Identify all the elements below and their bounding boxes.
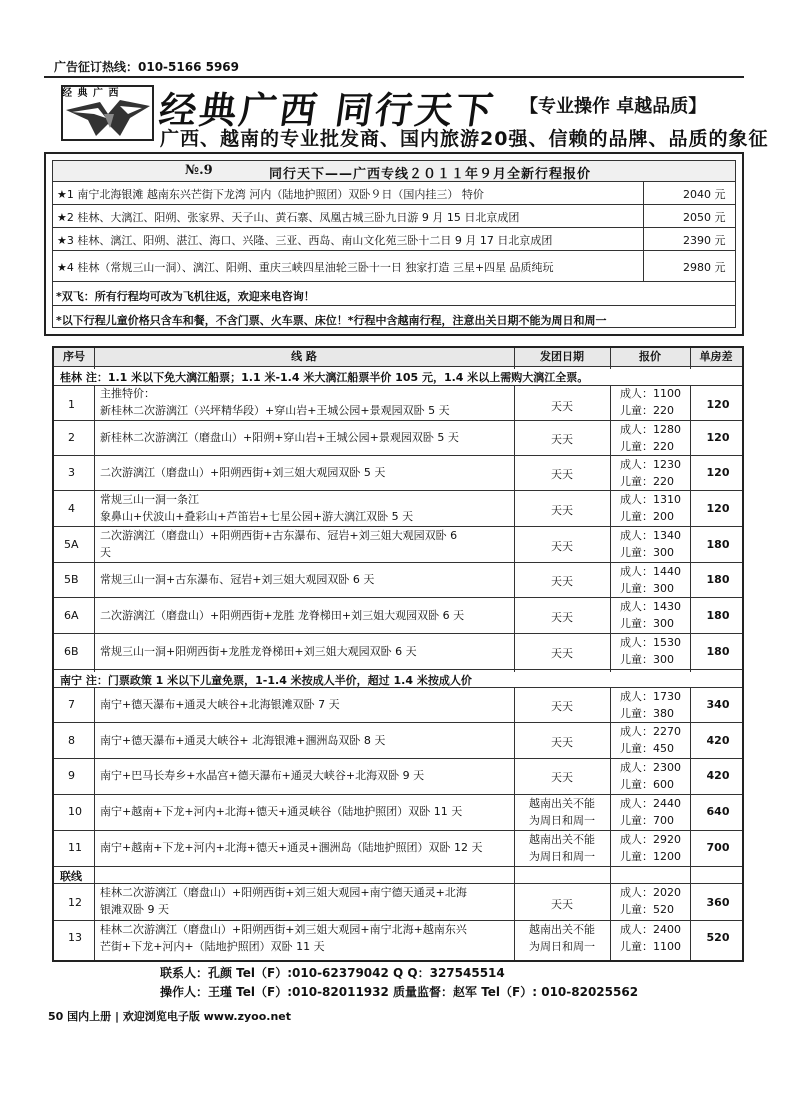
highlight-divider <box>643 228 644 250</box>
child-price: 儿童：300 <box>620 617 674 630</box>
section-header-combo: 联线 <box>60 870 82 883</box>
row-number: 13 <box>68 931 82 944</box>
contact-line: 联系人：孔颜 Tel（F）:010-62379042 Q Q：327545514 <box>160 966 505 980</box>
adult-price: 成人：2440 <box>620 797 681 810</box>
departure-date: 天天 <box>551 504 573 517</box>
route-line-1: 桂林二次游漓江（磨盘山）+阳朔西街+刘三姐大观园+南宁北海+越南东兴 <box>100 923 467 936</box>
row-number: 4 <box>68 502 75 515</box>
operator-line: 操作人：王瑾 Tel（F）:010-82011932 质量监督：赵军 Tel（F）: 010-82025562 <box>160 985 639 999</box>
child-price: 儿童：220 <box>620 404 674 417</box>
highlight-divider <box>643 205 644 227</box>
departure-date: 天天 <box>551 575 573 588</box>
row-number: 2 <box>68 431 75 444</box>
ad-hotline: 广告征订热线：010-5166 5969 <box>54 60 240 74</box>
column-header-single-supplement: 单房差 <box>690 348 742 367</box>
highlight-route: ★2 桂林、大漓江、阳朔、张家界、天子山、黄石寨、凤凰古城三卧九日游 9 月 15 日北京成团 <box>57 211 520 224</box>
child-price: 儿童：200 <box>620 510 674 523</box>
row-number: 7 <box>68 698 75 711</box>
grid-line <box>514 348 515 960</box>
grid-line <box>94 348 95 960</box>
highlight-divider <box>643 182 644 204</box>
route-line-1: 南宁+巴马长寿乡+水晶宫+德天瀑布+通灵大峡谷+北海双卧 9 天 <box>100 769 425 782</box>
brand-slogan: 广西、越南的专业批发商、国内旅游20强、信赖的品牌、品质的象征 <box>160 128 769 150</box>
highlight-row <box>53 205 735 228</box>
child-price: 儿童：1100 <box>620 940 681 953</box>
highlight-row <box>53 228 735 251</box>
section-header-nanning: 南宁 注：门票政策 1 米以下儿童免票，1-1.4 米按成人半价，超过 1.4 米按成人价 <box>60 672 740 688</box>
highlight-price: 2980 元 <box>683 261 726 274</box>
departure-date: 天天 <box>551 540 573 553</box>
departure-date: 天天 <box>551 647 573 660</box>
row-number: 6A <box>64 609 79 622</box>
adult-price: 成人：1230 <box>620 458 681 471</box>
single-supplement: 180 <box>706 538 730 551</box>
adult-price: 成人：1530 <box>620 636 681 649</box>
highlight-price: 2390 元 <box>683 234 726 247</box>
single-supplement: 420 <box>706 769 730 782</box>
adult-price: 成人：1730 <box>620 690 681 703</box>
highlight-note: *以下行程儿童价格只含车和餐，不含门票、火车票、床位！*行程中含越南行程，注意出关日期不能为周日和周一 <box>56 314 607 327</box>
child-price: 儿童：700 <box>620 814 674 827</box>
departure-date: 天天 <box>551 468 573 481</box>
child-price: 儿童：220 <box>620 440 674 453</box>
departure-date-note: 为周日和周一 <box>529 814 595 827</box>
child-price: 儿童：520 <box>620 903 674 916</box>
highlight-row <box>53 182 735 205</box>
highlight-route: ★1 南宁北海银滩 越南东兴芒街下龙湾 河内（陆地护照团）双卧９日（国内挂三） 特价 <box>57 188 484 201</box>
route-line-1: 常规三山一洞+阳朔西街+龙胜龙脊梯田+刘三姐大观园双卧 6 天 <box>100 645 417 658</box>
adult-price: 成人：2270 <box>620 725 681 738</box>
route-line-2: 天 <box>100 546 111 559</box>
row-number: 12 <box>68 896 82 909</box>
adult-price: 成人：1280 <box>620 423 681 436</box>
single-supplement: 180 <box>706 573 730 586</box>
route-line-2: 银滩双卧 9 天 <box>100 903 169 916</box>
departure-date-note: 为周日和周一 <box>529 940 595 953</box>
departure-date: 越南出关不能 <box>529 833 595 846</box>
child-price: 儿童：300 <box>620 582 674 595</box>
departure-date: 天天 <box>551 433 573 446</box>
departure-date: 天天 <box>551 898 573 911</box>
row-divider <box>54 866 742 867</box>
row-divider <box>54 669 742 670</box>
route-line-1: 常规三山一洞一条江 <box>100 493 199 506</box>
route-line-1: 南宁+德天瀑布+通灵大峡谷+北海银滩双卧 7 天 <box>100 698 340 711</box>
column-header-route: 线 路 <box>94 348 514 367</box>
row-number: 6B <box>64 645 79 658</box>
single-supplement: 180 <box>706 609 730 622</box>
issue-number: №.9 <box>185 163 213 178</box>
note-divider <box>53 305 735 306</box>
brand-title: 经典广西 同行天下 <box>156 88 499 132</box>
highlight-divider <box>643 251 644 281</box>
route-line-1: 桂林二次游漓江（磨盘山）+阳朔西街+刘三姐大观园+南宁德天通灵+北海 <box>100 886 467 899</box>
single-supplement: 120 <box>706 502 730 515</box>
adult-price: 成人：2020 <box>620 886 681 899</box>
route-line-1: 新桂林二次游漓江（磨盘山）+阳朔+穿山岩+王城公园+景观园双卧 5 天 <box>100 431 459 444</box>
route-line-1: 主推特价： <box>100 387 155 400</box>
row-number: 5A <box>64 538 79 551</box>
highlight-price: 2050 元 <box>683 211 726 224</box>
highlight-title: 同行天下——广西专线２０１１年９月全新行程报价 <box>269 167 592 182</box>
departure-date: 越南出关不能 <box>529 923 595 936</box>
row-divider <box>54 366 742 367</box>
route-line-1: 常规三山一洞+古东瀑布、冠岩+刘三姐大观园双卧 6 天 <box>100 573 375 586</box>
highlight-route: ★4 桂林（常规三山一洞）、漓江、阳朔、重庆三峡四星油轮三卧十一日 独家打造 三星+四星 品质纯玩 <box>57 261 554 274</box>
single-supplement: 700 <box>706 841 730 854</box>
adult-price: 成人：1430 <box>620 600 681 613</box>
highlight-note: *双飞：所有行程均可改为飞机往返，欢迎来电咨询！ <box>56 290 315 303</box>
route-line-2: 新桂林二次游漓江（兴坪精华段）+穿山岩+王城公园+景观园双卧 5 天 <box>100 404 450 417</box>
departure-date: 天天 <box>551 736 573 749</box>
row-number: 10 <box>68 805 82 818</box>
route-line-1: 二次游漓江（磨盘山）+阳朔西街+刘三姐大观园双卧 5 天 <box>100 466 386 479</box>
route-line-2: 芒街+下龙+河内+（陆地护照团）双卧 11 天 <box>100 940 325 953</box>
adult-price: 成人：2400 <box>620 923 681 936</box>
route-line-1: 南宁+德天瀑布+通灵大峡谷+ 北海银滩+涠洲岛双卧 8 天 <box>100 734 386 747</box>
adult-price: 成人：2920 <box>620 833 681 846</box>
route-line-1: 南宁+越南+下龙+河内+北海+德天+通灵+涠洲岛（陆地护照团）双卧 12 天 <box>100 841 483 854</box>
single-supplement: 180 <box>706 645 730 658</box>
single-supplement: 120 <box>706 398 730 411</box>
route-line-1: 二次游漓江（磨盘山）+阳朔西街+古东瀑布、冠岩+刘三姐大观园双卧 6 <box>100 529 458 542</box>
page-footer: 50 国内上册 | 欢迎浏览电子版 www.zyoo.net <box>48 1010 292 1023</box>
adult-price: 成人：1310 <box>620 493 681 506</box>
adult-price: 成人：1100 <box>620 387 681 400</box>
row-number: 8 <box>68 734 75 747</box>
row-number: 9 <box>68 769 75 782</box>
logo-caption: 经 典 广 西 <box>62 88 120 99</box>
departure-date: 越南出关不能 <box>529 797 595 810</box>
section-header-guilin: 桂林 注：1.1 米以下免大漓江船票；1.1 米-1.4 米大漓江船票半价 105 元，1.4 米以上需购大漓江全票。 <box>60 369 740 385</box>
child-price: 儿童：380 <box>620 707 674 720</box>
single-supplement: 520 <box>706 931 730 944</box>
child-price: 儿童：600 <box>620 778 674 791</box>
child-price: 儿童：1200 <box>620 850 681 863</box>
row-number: 3 <box>68 466 75 479</box>
child-price: 儿童：450 <box>620 742 674 755</box>
grid-line <box>610 348 611 960</box>
departure-date-note: 为周日和周一 <box>529 850 595 863</box>
departure-date: 天天 <box>551 400 573 413</box>
child-price: 儿童：300 <box>620 546 674 559</box>
row-number: 1 <box>68 398 75 411</box>
highlight-row <box>53 251 735 282</box>
departure-date: 天天 <box>551 611 573 624</box>
adult-price: 成人：2300 <box>620 761 681 774</box>
row-number: 11 <box>68 841 82 854</box>
route-line-1: 南宁+越南+下龙+河内+北海+德天+通灵峡谷（陆地护照团）双卧 11 天 <box>100 805 463 818</box>
route-line-2: 象鼻山+伏波山+叠彩山+芦笛岩+七星公园+游大漓江双卧 5 天 <box>100 510 414 523</box>
brand-tagline: 【专业操作 卓越品质】 <box>520 96 707 117</box>
adult-price: 成人：1340 <box>620 529 681 542</box>
single-supplement: 340 <box>706 698 730 711</box>
single-supplement: 360 <box>706 896 730 909</box>
highlight-price: 2040 元 <box>683 188 726 201</box>
single-supplement: 120 <box>706 431 730 444</box>
column-header-no: 序号 <box>54 348 94 367</box>
header-divider <box>44 76 744 78</box>
child-price: 儿童：300 <box>620 653 674 666</box>
route-line-1: 二次游漓江（磨盘山）+阳朔西街+龙胜 龙脊梯田+刘三姐大观园双卧 6 天 <box>100 609 465 622</box>
row-number: 5B <box>64 573 79 586</box>
column-header-date: 发团日期 <box>514 348 610 367</box>
grid-line <box>690 348 691 960</box>
single-supplement: 120 <box>706 466 730 479</box>
child-price: 儿童：220 <box>620 475 674 488</box>
departure-date: 天天 <box>551 771 573 784</box>
highlight-route: ★3 桂林、漓江、阳朔、湛江、海口、兴隆、三亚、西岛、南山文化苑三卧十二日 9 月 17 日北京成团 <box>57 234 553 247</box>
highlight-title-bar <box>53 161 735 182</box>
adult-price: 成人：1440 <box>620 565 681 578</box>
departure-date: 天天 <box>551 700 573 713</box>
single-supplement: 640 <box>706 805 730 818</box>
column-header-price: 报价 <box>610 348 690 367</box>
single-supplement: 420 <box>706 734 730 747</box>
